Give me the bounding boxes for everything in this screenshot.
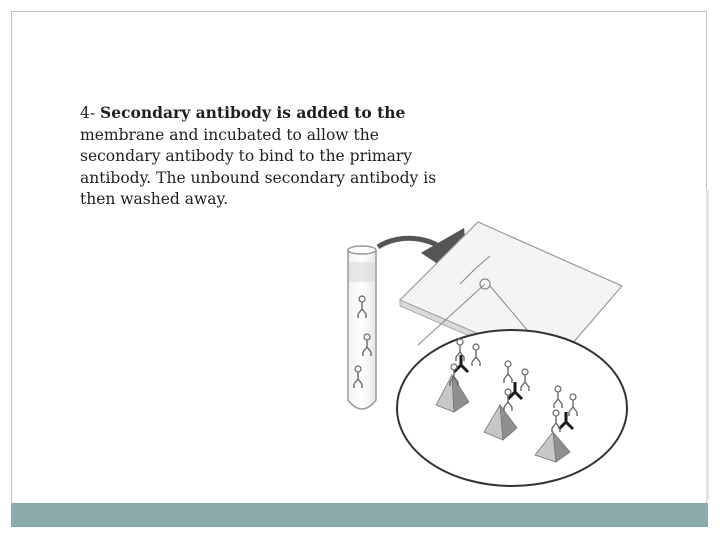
slide-shadow-edge — [706, 190, 709, 500]
test-tube — [348, 246, 376, 409]
step-body: membrane and incubated to allow the secondary antibody to bind to the primary antibody. The unbound secondary antibody is then washed away. — [80, 125, 437, 208]
step-heading: Secondary antibody is added to the — [100, 103, 406, 122]
footer-bar — [11, 503, 708, 527]
western-blot-illustration — [320, 220, 640, 495]
step-caption — [80, 102, 440, 211]
zoom-detail — [397, 330, 627, 486]
step-number: 4- — [80, 104, 96, 122]
